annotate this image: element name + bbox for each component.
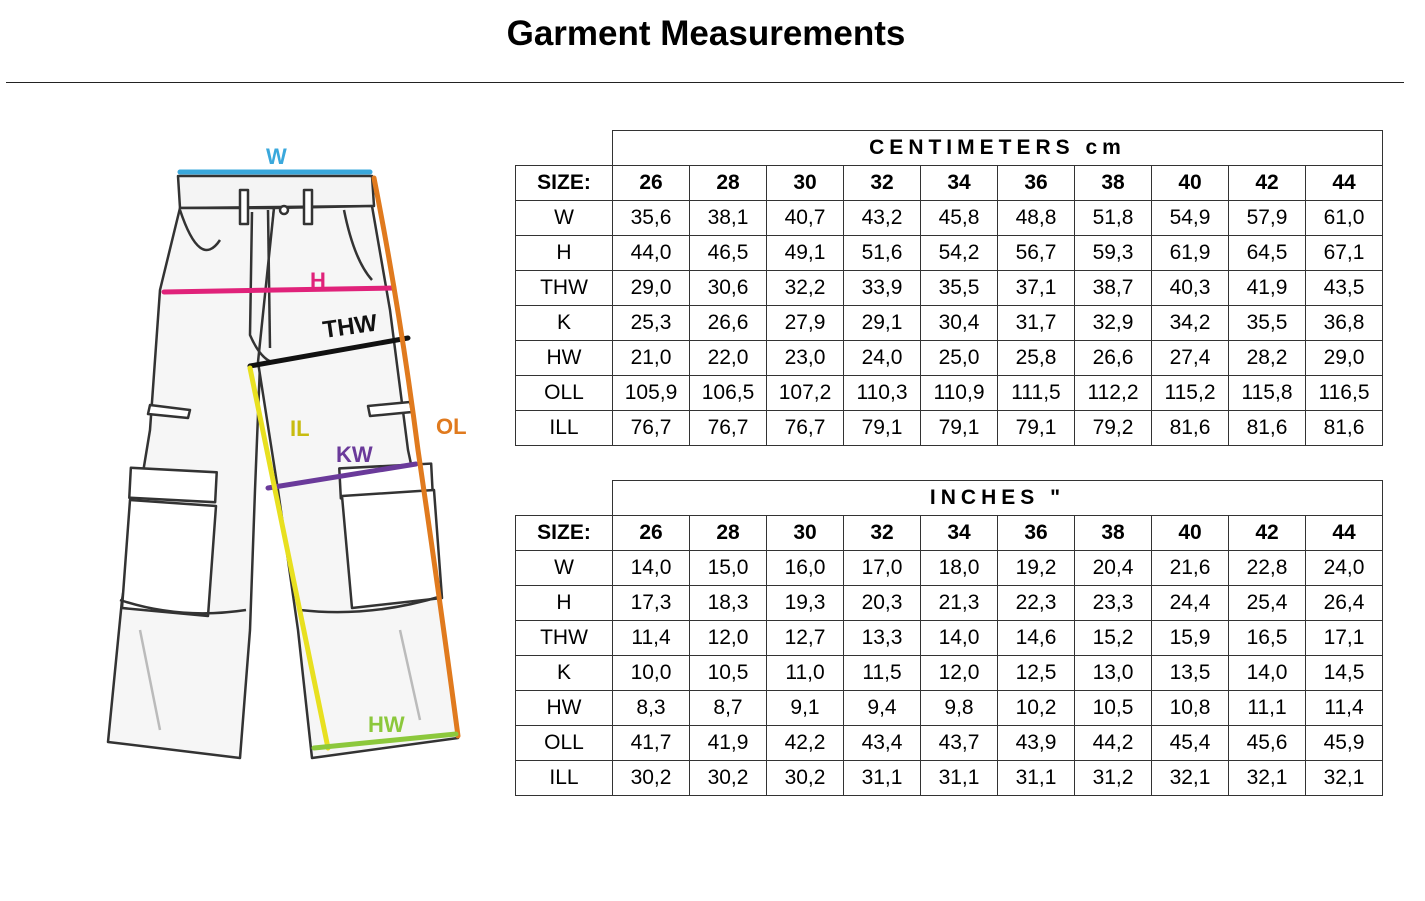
measurement-row: [516, 585, 1383, 620]
measurement-value: 115,2: [1152, 375, 1229, 410]
size-cell: 38: [1075, 515, 1152, 550]
measurement-value: 110,9: [921, 375, 998, 410]
size-cell: 36: [998, 515, 1075, 550]
measurement-value: 21,6: [1152, 550, 1229, 585]
measurement-value: 35,6: [613, 200, 690, 235]
measurement-value: 10,5: [690, 655, 767, 690]
measurement-label: ILL: [516, 410, 613, 445]
measurement-row: [516, 760, 1383, 795]
measurement-value: 11,1: [1229, 690, 1306, 725]
measurement-value: 115,8: [1229, 375, 1306, 410]
measurement-value: 9,4: [844, 690, 921, 725]
size-cell: 42: [1229, 515, 1306, 550]
size-cell: 26: [613, 165, 690, 200]
measurement-value: 20,4: [1075, 550, 1152, 585]
measurement-value: 19,2: [998, 550, 1075, 585]
measurement-value: 10,0: [613, 655, 690, 690]
corner-blank: [516, 131, 613, 166]
measurement-row: [516, 620, 1383, 655]
measurement-row: [516, 235, 1383, 270]
size-cell: 28: [690, 165, 767, 200]
outseam-label: OL: [436, 414, 467, 439]
size-label: SIZE:: [516, 515, 613, 550]
measurement-value: 43,7: [921, 725, 998, 760]
measurement-value: 8,7: [690, 690, 767, 725]
measurement-value: 42,2: [767, 725, 844, 760]
measurement-value: 81,6: [1306, 410, 1383, 445]
measurement-value: 45,8: [921, 200, 998, 235]
measurement-value: 18,0: [921, 550, 998, 585]
measurement-value: 48,8: [998, 200, 1075, 235]
measurement-value: 79,2: [1075, 410, 1152, 445]
measurement-value: 9,8: [921, 690, 998, 725]
inseam-label: IL: [290, 416, 310, 441]
measurement-value: 13,3: [844, 620, 921, 655]
measurement-value: 35,5: [1229, 305, 1306, 340]
measurement-value: 12,0: [690, 620, 767, 655]
size-label: SIZE:: [516, 165, 613, 200]
measurement-value: 13,0: [1075, 655, 1152, 690]
measurement-value: 30,4: [921, 305, 998, 340]
size-cell: 38: [1075, 165, 1152, 200]
measurement-value: 36,8: [1306, 305, 1383, 340]
size-header-row: [516, 515, 1383, 550]
measurement-row: [516, 270, 1383, 305]
measurement-value: 38,1: [690, 200, 767, 235]
hem-width-label: HW: [368, 712, 405, 737]
measurement-value: 31,1: [844, 760, 921, 795]
measurement-value: 57,9: [1229, 200, 1306, 235]
measurement-value: 112,2: [1075, 375, 1152, 410]
size-cell: 44: [1306, 515, 1383, 550]
measurement-value: 81,6: [1229, 410, 1306, 445]
measurement-value: 13,5: [1152, 655, 1229, 690]
measurement-value: 16,5: [1229, 620, 1306, 655]
measurement-value: 20,3: [844, 585, 921, 620]
measurement-value: 14,6: [998, 620, 1075, 655]
measurement-value: 54,2: [921, 235, 998, 270]
measurement-value: 32,1: [1306, 760, 1383, 795]
measurement-value: 45,9: [1306, 725, 1383, 760]
unit-heading: INCHES ": [613, 481, 1383, 516]
measurement-value: 15,2: [1075, 620, 1152, 655]
measurement-value: 67,1: [1306, 235, 1383, 270]
measurement-value: 14,5: [1306, 655, 1383, 690]
measurement-value: 21,0: [613, 340, 690, 375]
measurement-value: 25,3: [613, 305, 690, 340]
waist-label: W: [266, 144, 287, 169]
size-cell: 32: [844, 165, 921, 200]
measurement-value: 45,4: [1152, 725, 1229, 760]
size-cell: 36: [998, 165, 1075, 200]
measurement-value: 26,6: [690, 305, 767, 340]
measurement-value: 64,5: [1229, 235, 1306, 270]
measurement-value: 22,0: [690, 340, 767, 375]
inches-table: [515, 480, 1383, 796]
measurement-value: 26,4: [1306, 585, 1383, 620]
measurement-value: 27,4: [1152, 340, 1229, 375]
measurement-value: 8,3: [613, 690, 690, 725]
measurement-value: 25,4: [1229, 585, 1306, 620]
measurement-value: 12,0: [921, 655, 998, 690]
measurement-row: [516, 375, 1383, 410]
size-cell: 26: [613, 515, 690, 550]
measurement-value: 12,5: [998, 655, 1075, 690]
measurement-value: 38,7: [1075, 270, 1152, 305]
measurement-value: 11,4: [1306, 690, 1383, 725]
measurement-row: [516, 410, 1383, 445]
measurement-label: H: [516, 235, 613, 270]
measurement-value: 14,0: [613, 550, 690, 585]
measurement-value: 37,1: [998, 270, 1075, 305]
unit-heading: CENTIMETERS cm: [613, 131, 1383, 166]
measurement-value: 32,1: [1229, 760, 1306, 795]
measurement-value: 35,5: [921, 270, 998, 305]
corner-blank: [516, 481, 613, 516]
measurement-value: 40,3: [1152, 270, 1229, 305]
measurement-value: 25,8: [998, 340, 1075, 375]
measurement-value: 11,0: [767, 655, 844, 690]
size-cell: 40: [1152, 515, 1229, 550]
measurement-label: THW: [516, 270, 613, 305]
measurement-value: 51,6: [844, 235, 921, 270]
measurement-value: 110,3: [844, 375, 921, 410]
measurement-value: 76,7: [613, 410, 690, 445]
measurement-value: 61,0: [1306, 200, 1383, 235]
measurement-value: 79,1: [998, 410, 1075, 445]
measurement-value: 116,5: [1306, 375, 1383, 410]
measurement-label: W: [516, 550, 613, 585]
measurement-value: 31,7: [998, 305, 1075, 340]
measurement-value: 23,3: [1075, 585, 1152, 620]
measurement-value: 19,3: [767, 585, 844, 620]
measurement-value: 40,7: [767, 200, 844, 235]
measurement-value: 31,1: [998, 760, 1075, 795]
measurement-value: 81,6: [1152, 410, 1229, 445]
size-cell: 40: [1152, 165, 1229, 200]
measurement-value: 32,2: [767, 270, 844, 305]
measurement-value: 11,5: [844, 655, 921, 690]
measurement-value: 31,1: [921, 760, 998, 795]
measurement-value: 29,0: [1306, 340, 1383, 375]
measurement-value: 33,9: [844, 270, 921, 305]
measurement-value: 14,0: [1229, 655, 1306, 690]
measurement-value: 44,0: [613, 235, 690, 270]
measurement-value: 17,1: [1306, 620, 1383, 655]
measurement-value: 30,2: [690, 760, 767, 795]
measurement-value: 11,4: [613, 620, 690, 655]
measurement-value: 21,3: [921, 585, 998, 620]
measurement-value: 30,2: [767, 760, 844, 795]
thigh-width-label: THW: [321, 309, 379, 344]
measurement-value: 15,0: [690, 550, 767, 585]
measurement-value: 24,0: [844, 340, 921, 375]
measurement-value: 49,1: [767, 235, 844, 270]
measurement-value: 30,2: [613, 760, 690, 795]
measurement-value: 43,9: [998, 725, 1075, 760]
measurement-value: 17,0: [844, 550, 921, 585]
measurement-row: [516, 690, 1383, 725]
measurement-value: 22,8: [1229, 550, 1306, 585]
measurement-value: 32,1: [1152, 760, 1229, 795]
size-cell: 34: [921, 515, 998, 550]
measurement-value: 41,7: [613, 725, 690, 760]
measurement-value: 12,7: [767, 620, 844, 655]
measurement-row: [516, 550, 1383, 585]
size-cell: 30: [767, 515, 844, 550]
measurement-value: 24,0: [1306, 550, 1383, 585]
measurement-value: 56,7: [998, 235, 1075, 270]
measurement-label: K: [516, 305, 613, 340]
pants-measurement-diagram: [100, 130, 500, 780]
measurement-value: 45,6: [1229, 725, 1306, 760]
measurement-value: 18,3: [690, 585, 767, 620]
title-divider: [6, 82, 1404, 83]
measurement-value: 79,1: [844, 410, 921, 445]
page-title: Garment Measurements: [506, 14, 906, 53]
centimeters-table: [515, 130, 1383, 446]
measurement-label: OLL: [516, 725, 613, 760]
size-cell: 42: [1229, 165, 1306, 200]
measurement-value: 106,5: [690, 375, 767, 410]
measurement-value: 10,2: [998, 690, 1075, 725]
size-cell: 34: [921, 165, 998, 200]
measurement-value: 44,2: [1075, 725, 1152, 760]
measurement-label: OLL: [516, 375, 613, 410]
measurement-value: 43,2: [844, 200, 921, 235]
cm-body: [516, 200, 1383, 445]
knee-width-label: KW: [336, 442, 373, 467]
measurement-value: 29,0: [613, 270, 690, 305]
size-cell: 30: [767, 165, 844, 200]
measurement-value: 32,9: [1075, 305, 1152, 340]
size-cell: 44: [1306, 165, 1383, 200]
measurement-value: 15,9: [1152, 620, 1229, 655]
measurement-label: HW: [516, 690, 613, 725]
in-body: [516, 550, 1383, 795]
measurement-value: 41,9: [1229, 270, 1306, 305]
measurement-label: K: [516, 655, 613, 690]
measurement-value: 22,3: [998, 585, 1075, 620]
measurement-label: W: [516, 200, 613, 235]
size-cell: 28: [690, 515, 767, 550]
measurement-value: 34,2: [1152, 305, 1229, 340]
size-header-row: [516, 165, 1383, 200]
measurement-value: 76,7: [767, 410, 844, 445]
measurement-value: 31,2: [1075, 760, 1152, 795]
measurement-value: 10,5: [1075, 690, 1152, 725]
measurement-value: 61,9: [1152, 235, 1229, 270]
measurement-value: 79,1: [921, 410, 998, 445]
measurement-value: 46,5: [690, 235, 767, 270]
measurement-row: [516, 340, 1383, 375]
measurement-label: HW: [516, 340, 613, 375]
measurement-value: 23,0: [767, 340, 844, 375]
measurement-row: [516, 200, 1383, 235]
measurement-value: 17,3: [613, 585, 690, 620]
measurement-value: 51,8: [1075, 200, 1152, 235]
measurement-value: 41,9: [690, 725, 767, 760]
size-cell: 32: [844, 515, 921, 550]
measurement-row: [516, 725, 1383, 760]
measurement-value: 9,1: [767, 690, 844, 725]
measurement-value: 28,2: [1229, 340, 1306, 375]
measurement-value: 24,4: [1152, 585, 1229, 620]
measurement-row: [516, 305, 1383, 340]
measurement-value: 54,9: [1152, 200, 1229, 235]
measurement-value: 111,5: [998, 375, 1075, 410]
measurement-value: 43,4: [844, 725, 921, 760]
measurement-value: 43,5: [1306, 270, 1383, 305]
measurement-value: 16,0: [767, 550, 844, 585]
measurement-value: 76,7: [690, 410, 767, 445]
measurement-value: 27,9: [767, 305, 844, 340]
measurement-value: 10,8: [1152, 690, 1229, 725]
measurement-label: H: [516, 585, 613, 620]
measurement-value: 14,0: [921, 620, 998, 655]
measurement-value: 105,9: [613, 375, 690, 410]
hip-label: H: [310, 268, 326, 293]
measurement-value: 29,1: [844, 305, 921, 340]
measurement-row: [516, 655, 1383, 690]
measurement-label: THW: [516, 620, 613, 655]
measurement-value: 107,2: [767, 375, 844, 410]
measurement-value: 26,6: [1075, 340, 1152, 375]
measurement-value: 25,0: [921, 340, 998, 375]
measurement-value: 59,3: [1075, 235, 1152, 270]
measurement-value: 30,6: [690, 270, 767, 305]
measurement-label: ILL: [516, 760, 613, 795]
